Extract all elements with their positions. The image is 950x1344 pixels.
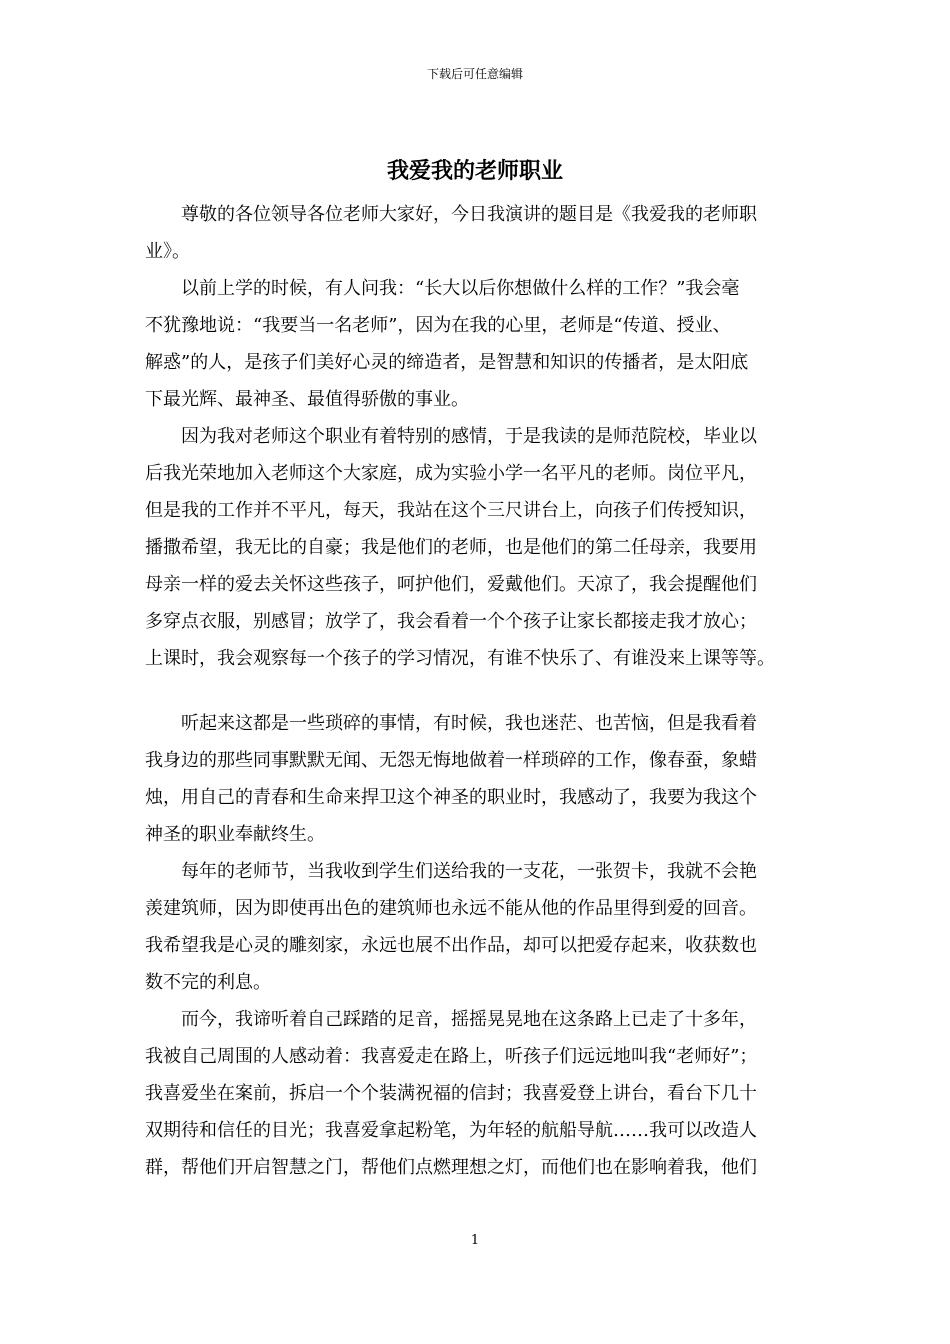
text-line: 我身边的那些同事默默无闻、无怨无悔地做着一样琐碎的工作，像春蚕，象蜡 — [145, 750, 757, 771]
text-line: 播撒希望，我无比的自豪；我是他们的老师，也是他们的第二任母亲，我要用 — [145, 537, 757, 558]
text-line: 但是我的工作并不平凡，每天，我站在这个三尺讲台上，向孩子们传授知识， — [145, 500, 757, 521]
text-line: 我被自己周围的人感动着：我喜爱走在路上，听孩子们远远地叫我“老师好”； — [145, 1046, 758, 1067]
text-line: 以前上学的时候，有人问我：“长大以后你想做什么样的工作？”我会毫 — [181, 278, 740, 299]
text-line: 而今，我谛听着自己踩踏的足音，摇摇晃晃地在这条路上已走了十多年， — [181, 1009, 757, 1030]
text-line: 母亲一样的爱去关怀这些孩子，呵护他们，爱戴他们。天凉了，我会提醒他们 — [145, 574, 757, 595]
text-line: 烛，用自己的青春和生命来捍卫这个神圣的职业时，我感动了，我要为我这个 — [145, 787, 757, 808]
text-line: 后我光荣地加入老师这个大家庭，成为实验小学一名平凡的老师。岗位平凡， — [145, 463, 757, 484]
text-line: 不犹豫地说：“我要当一名老师”，因为在我的心里，老师是“传道、授业、 — [145, 315, 731, 336]
text-line: 双期待和信任的目光；我喜爱拿起粉笔，为年轻的航船导航……我可以改造人 — [145, 1120, 757, 1141]
text-line: 神圣的职业奉献终生。 — [145, 824, 325, 845]
text-line: 因为我对老师这个职业有着特别的感情，于是我读的是师范院校，毕业以 — [181, 426, 757, 447]
text-line: 多穿点衣服，别感冒；放学了，我会看着一个个孩子让家长都接走我才放心； — [145, 611, 757, 632]
text-line: 每年的老师节，当我收到学生们送给我的一支花，一张贺卡，我就不会艳 — [181, 861, 757, 882]
text-line: 我希望我是心灵的雕刻家，永远也展不出作品，却可以把爱存起来，收获数也 — [145, 935, 757, 956]
text-line: 解惑”的人，是孩子们美好心灵的缔造者，是智慧和知识的传播者，是太阳底 — [145, 352, 749, 373]
paragraph-childhood — [145, 270, 813, 418]
text-line: 数不完的利息。 — [145, 972, 271, 993]
document-title: 我爱我的老师职业 — [386, 158, 563, 184]
document-body — [145, 196, 813, 1186]
paragraph-present — [145, 1001, 813, 1186]
text-line: 下最光辉、最神圣、最值得骄傲的事业。 — [145, 389, 469, 410]
text-line: 业》。 — [145, 241, 190, 262]
text-line: 尊敬的各位领导各位老师大家好，今日我演讲的题目是《我爱我的老师职 — [181, 204, 757, 225]
paragraph-gap — [145, 677, 813, 705]
page-number: 1 — [470, 1233, 480, 1248]
text-line: 羡建筑师，因为即使再出色的建筑师也永远不能从他的作品里得到爱的回音。 — [145, 898, 757, 919]
page-header: 下载后可任意编辑 — [426, 67, 523, 81]
paragraph-greeting — [145, 196, 813, 270]
text-line: 群，帮他们开启智慧之门，帮他们点燃理想之灯，而他们也在影响着我，他们 — [145, 1157, 757, 1178]
paragraph-colleagues — [145, 705, 813, 853]
paragraph-career — [145, 418, 813, 677]
paragraph-teachers-day — [145, 853, 813, 1001]
text-line: 上课时，我会观察每一个孩子的学习情况，有谁不快乐了、有谁没来上课等等。 — [145, 648, 775, 669]
text-line: 听起来这都是一些琐碎的事情，有时候，我也迷茫、也苦恼，但是我看着 — [181, 713, 757, 734]
text-line: 我喜爱坐在案前，拆启一个个装满祝福的信封；我喜爱登上讲台，看台下几十 — [145, 1083, 757, 1104]
